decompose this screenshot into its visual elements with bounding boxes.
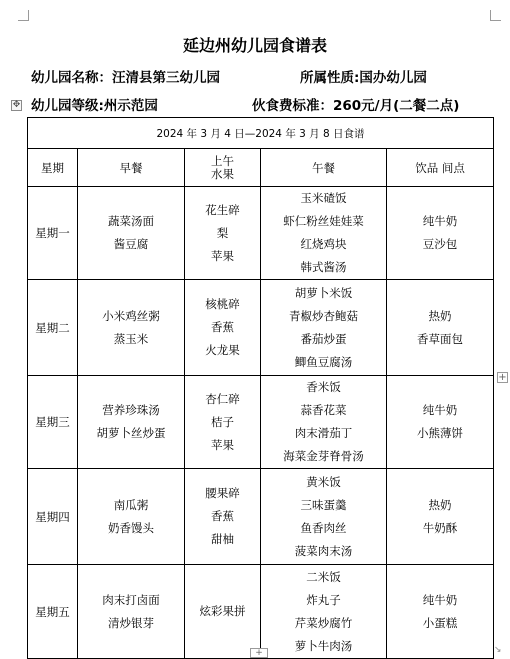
breakfast-item: 蒸玉米 — [113, 331, 149, 346]
breakfast-cell — [78, 376, 185, 469]
lunch-item: 香米饭 — [306, 380, 341, 394]
lunch-item: 胡萝卜米饭 — [294, 285, 353, 300]
fruit-item: 香蕉 — [211, 320, 234, 334]
fruit-item: 梨 — [216, 225, 229, 240]
add-column-plus-icon[interactable]: + — [498, 372, 507, 383]
lunch-item: 玉米碴饭 — [300, 191, 347, 205]
add-row-plus-icon[interactable]: + — [250, 648, 268, 658]
lunch-item: 蒜香花菜 — [300, 403, 347, 417]
fruit-cell — [185, 280, 261, 376]
breakfast-item: 胡萝卜丝炒蛋 — [96, 426, 166, 440]
lunch-cell — [261, 376, 387, 469]
fruit-item: 苹果 — [211, 248, 234, 263]
lunch-item: 海菜金芽脊骨汤 — [283, 449, 364, 463]
meal-fee-standard: 伙食费标准：260元/月(二餐二点) — [252, 98, 460, 114]
header-day: 星期 — [28, 149, 78, 187]
menu-table — [27, 117, 494, 659]
table-resize-handle-icon[interactable]: ↘ — [494, 645, 502, 655]
fruit-item: 火龙果 — [205, 343, 240, 357]
lunch-item: 肉末滑茄丁 — [294, 426, 353, 440]
fruit-item: 腰果碎 — [205, 486, 240, 500]
date-range: 2024 年 3 月 4 日—2024 年 3 月 8 日食谱 — [28, 118, 494, 149]
lunch-item: 萝卜牛肉汤 — [294, 638, 353, 653]
lunch-item: 鲫鱼豆腐汤 — [294, 354, 353, 369]
snack-item: 纯牛奶 — [422, 214, 458, 228]
lunch-item: 虾仁粉丝娃娃菜 — [283, 214, 364, 228]
header-fruit-line1: 上午 — [211, 153, 234, 168]
lunch-cell — [261, 280, 387, 376]
lunch-item: 番茄炒蛋 — [300, 331, 347, 346]
day-cell: 星期三 — [28, 376, 78, 469]
lunch-item: 菠菜肉末汤 — [294, 543, 353, 558]
header-snack: 饮品 间点 — [387, 149, 494, 187]
fruit-item: 桔子 — [211, 414, 234, 429]
fruit-cell — [185, 565, 261, 659]
fruit-item: 香蕉 — [211, 509, 234, 523]
lunch-item: 青椒炒杏鲍菇 — [289, 308, 358, 323]
lunch-item: 鱼香肉丝 — [300, 520, 347, 535]
header-lunch: 午餐 — [261, 149, 387, 187]
fruit-item: 甜柚 — [211, 532, 234, 546]
date-range-row — [28, 118, 494, 149]
lunch-item: 红烧鸡块 — [300, 237, 347, 251]
crop-mark-top-left — [18, 10, 29, 21]
menu-row — [28, 469, 494, 565]
snack-item: 热奶 — [428, 308, 452, 323]
fruit-cell — [185, 376, 261, 469]
kindergarten-nature: 所属性质:国办幼儿园 — [300, 70, 427, 86]
menu-row — [28, 565, 494, 659]
breakfast-item: 肉末打卤面 — [102, 592, 160, 607]
breakfast-item: 酱豆腐 — [113, 237, 149, 251]
breakfast-item: 小米鸡丝粥 — [102, 308, 160, 323]
snack-cell — [387, 280, 494, 376]
kindergarten-grade: 幼儿园等级:州示范园 — [31, 98, 158, 114]
header-fruit — [185, 149, 261, 187]
breakfast-item: 南瓜粥 — [113, 497, 149, 512]
breakfast-cell — [78, 187, 185, 280]
lunch-cell — [261, 187, 387, 280]
lunch-cell — [261, 469, 387, 565]
breakfast-cell — [78, 469, 185, 565]
crop-mark-top-right — [490, 10, 501, 21]
lunch-item: 芹菜炒腐竹 — [294, 615, 353, 630]
menu-row — [28, 376, 494, 469]
header-breakfast: 早餐 — [78, 149, 185, 187]
menu-row — [28, 280, 494, 376]
header-fruit-line2: 水果 — [211, 166, 234, 181]
snack-item: 小熊薄饼 — [417, 426, 464, 440]
lunch-item: 二米饭 — [306, 569, 341, 584]
fruit-cell — [185, 469, 261, 565]
snack-item: 纯牛奶 — [422, 592, 458, 607]
table-move-handle-icon[interactable]: ✥ — [12, 100, 21, 110]
breakfast-cell — [78, 565, 185, 659]
page-title: 延边州幼儿园食谱表 — [182, 36, 327, 55]
fruit-item: 花生碎 — [205, 202, 240, 217]
snack-item: 小蛋糕 — [422, 615, 458, 630]
fruit-item: 炫彩果拼 — [199, 604, 246, 618]
breakfast-item: 蔬菜汤面 — [108, 214, 154, 228]
day-cell: 星期五 — [28, 565, 78, 659]
snack-cell — [387, 565, 494, 659]
lunch-item: 三味蛋羹 — [300, 497, 347, 512]
lunch-item: 炸丸子 — [306, 592, 341, 607]
snack-item: 热奶 — [428, 497, 452, 512]
day-cell: 星期二 — [28, 280, 78, 376]
breakfast-cell — [78, 280, 185, 376]
kindergarten-name: 幼儿园名称：汪清县第三幼儿园 — [31, 70, 220, 86]
snack-cell — [387, 376, 494, 469]
lunch-item: 黄米饭 — [306, 474, 341, 489]
snack-item: 香草面包 — [417, 331, 464, 346]
day-cell: 星期四 — [28, 469, 78, 565]
menu-row — [28, 187, 494, 280]
day-cell: 星期一 — [28, 187, 78, 280]
snack-item: 纯牛奶 — [422, 403, 458, 417]
breakfast-item: 奶香馒头 — [108, 520, 154, 535]
fruit-item: 苹果 — [211, 437, 234, 452]
fruit-item: 核桃碎 — [205, 297, 240, 311]
snack-item: 牛奶酥 — [422, 520, 458, 535]
lunch-cell — [261, 565, 387, 659]
snack-cell — [387, 469, 494, 565]
lunch-item: 韩式酱汤 — [300, 260, 347, 274]
snack-cell — [387, 187, 494, 280]
snack-item: 豆沙包 — [422, 237, 458, 251]
breakfast-item: 清炒银芽 — [108, 615, 154, 630]
header-row — [28, 149, 494, 187]
fruit-cell — [185, 187, 261, 280]
breakfast-item: 营养珍珠汤 — [102, 403, 160, 417]
fruit-item: 杏仁碎 — [205, 391, 240, 406]
